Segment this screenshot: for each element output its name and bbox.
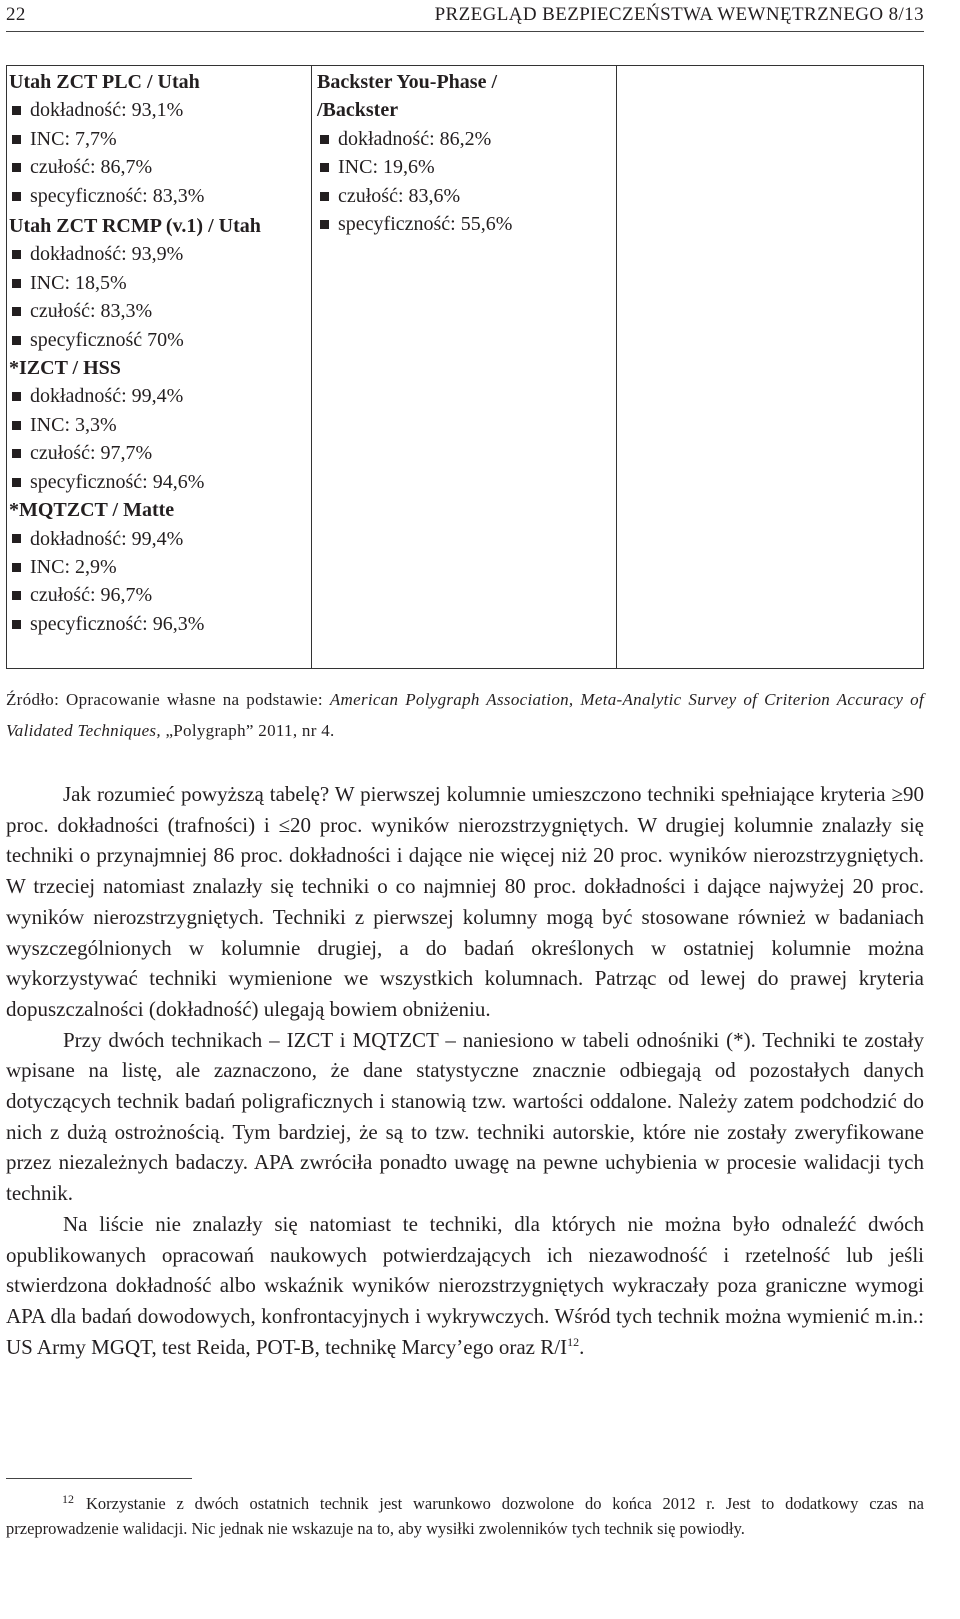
technique-title: Utah ZCT RCMP (v.1) / Utah [9, 215, 261, 238]
footnote-text: Korzystanie z dwóch ostatnich technik jest warunkowo dozwolone do końca 2012 r. Jest to dodatkowy czas na przeprowadzenie walidacji. Nic jednak nie wskazuje na to, aby wysiłki zwolenników tych technik się powiodły. [6, 1494, 924, 1538]
bullet-square-icon [12, 279, 21, 288]
list-item: specyficzność: 83,3% [9, 182, 311, 210]
list-item: dokładność: 93,1% [9, 96, 311, 124]
list-item: specyficzność 70% [9, 326, 311, 354]
technique-block [9, 354, 311, 496]
bullet-square-icon [320, 192, 329, 201]
technique-block [317, 68, 616, 238]
technique-title: *IZCT / HSS [9, 357, 121, 380]
bullet-square-icon [12, 106, 21, 115]
bullet-square-icon [12, 591, 21, 600]
bullet-square-icon [12, 192, 21, 201]
source-lead: Źródło: Opracowanie własne na podstawie: [6, 690, 330, 709]
bullet-square-icon [12, 534, 21, 543]
list-item: INC: 7,7% [9, 125, 311, 153]
source-tail: „Polygraph” 2011, nr 4. [160, 721, 335, 740]
list-item: dokładność: 99,4% [9, 382, 311, 410]
list-item: INC: 2,9% [9, 553, 311, 581]
list-item: dokładność: 93,9% [9, 240, 311, 268]
list-item: specyficzność: 96,3% [9, 610, 311, 638]
page-header [6, 0, 924, 30]
list-item: INC: 19,6% [317, 153, 616, 181]
bullet-square-icon [12, 336, 21, 345]
bullet-square-icon [12, 620, 21, 629]
technique-block [9, 212, 311, 354]
technique-title: Utah ZCT PLC / Utah [9, 71, 200, 93]
technique-block [9, 68, 311, 210]
table-column-2 [312, 66, 617, 668]
bullet-square-icon [12, 392, 21, 401]
list-item: czułość: 83,3% [9, 297, 311, 325]
technique-title-continued: /Backster [317, 99, 399, 122]
list-item: czułość: 83,6% [317, 182, 616, 210]
list-item: dokładność: 86,2% [317, 125, 616, 153]
bullet-square-icon [320, 135, 329, 144]
bullet-square-icon [320, 220, 329, 229]
footnote [6, 1491, 924, 1541]
list-item: czułość: 97,7% [9, 439, 311, 467]
table-column-1 [7, 66, 312, 668]
technique-title: Backster You-Phase / [317, 71, 497, 93]
technique-title: *MQTZCT / Matte [9, 499, 175, 522]
footnote-number: 12 [62, 1491, 74, 1506]
bullet-square-icon [12, 563, 21, 572]
paragraph: Przy dwóch technikach – IZCT i MQTZCT – naniesiono w tabeli odnośniki (*). Techniki te zostały wpisane na listę, ale zaznaczono, że dane statystyczne znacznie odbiegają od pozostałych danych dotyczących technik badań poligraficznych i stanowią tzw. wartości oddalone. Należy zatem podchodzić do nich z dużą ostrożnością. Tym bardziej, że są to tzw. techniki autorskie, które nie zostały zweryfikowane przez niezależnych badaczy. APA zwróciła ponadto uwagę na pewne uchybienia w procesie walidacji tych technik. [6, 1027, 924, 1206]
bullet-square-icon [12, 421, 21, 430]
journal-title: PRZEGLĄD BEZPIECZEŃSTWA WEWNĘTRZNEGO 8/13 [434, 4, 924, 25]
bullet-square-icon [12, 135, 21, 144]
bullet-square-icon [12, 478, 21, 487]
list-item: czułość: 86,7% [9, 153, 311, 181]
technique-block [9, 496, 311, 638]
techniques-table [6, 65, 924, 669]
bullet-square-icon [320, 163, 329, 172]
bullet-square-icon [12, 250, 21, 259]
paragraph: Na liście nie znalazły się natomiast te techniki, dla których nie można było odnaleźć dwóch opublikowanych opracowań naukowych potwierdzających ich niezawodność i rzetelność lub jeśli stwierdzona dokładność albo wskaźnik wyników nierozstrzygniętych wykraczały poza graniczne wymogi APA dla badań dowodowych, konfrontacyjnych i wykrywczych. Wśród tych technik można wymienić m.in.: US Army MGQT, test Reida, POT-B, technikę Marcy’ego oraz $R/I^{12}$. [6, 1211, 924, 1359]
footnote-reference[interactable]: 12 [567, 1334, 580, 1349]
body-text [6, 779, 924, 1362]
list-item: specyficzność: 94,6% [9, 468, 311, 496]
footnote-divider [6, 1478, 192, 1479]
list-item: czułość: 96,7% [9, 581, 311, 609]
list-item: INC: 3,3% [9, 411, 311, 439]
table-column-3 [617, 66, 923, 668]
bullet-square-icon [12, 163, 21, 172]
page-number: 22 [6, 4, 26, 25]
paragraph: Jak rozumieć powyższą tabelę? W pierwszej kolumnie umieszczono techniki spełniające kryteria ≥90 proc. dokładności (trafności) i ≤20 proc. wyników nierozstrzygniętych. W drugiej kolumnie znalazły się techniki o przynajmniej 86 proc. dokładności i dające nie więcej niż 20 proc. wyników nierozstrzygniętych. W trzeciej natomiast znalazły się techniki o co najmniej 80 proc. dokładności i dające najwyżej 20 proc. wyników nierozstrzygniętych. Techniki z pierwszej kolumny mogą być stosowane również w badaniach wyszczególnionych w kolumnie drugiej, a do badań określonych w ostatniej kolumnie można wykorzystywać techniki wymienione we wszystkich kolumnach. Patrząc od lewej do prawej kryteria dopuszczalności (dokładność) ulegają bowiem obniżeniu. [6, 782, 924, 1021]
bullet-square-icon [12, 307, 21, 316]
bullet-square-icon [12, 449, 21, 458]
list-item: dokładność: 99,4% [9, 525, 311, 553]
header-divider [6, 31, 924, 32]
table-source-note [6, 684, 924, 746]
list-item: INC: 18,5% [9, 269, 311, 297]
source-title: American Polygraph Association, Meta-Analytic Survey of Criterion Accuracy of Validated Techniques, [6, 690, 924, 740]
list-item: specyficzność: 55,6% [317, 210, 616, 238]
